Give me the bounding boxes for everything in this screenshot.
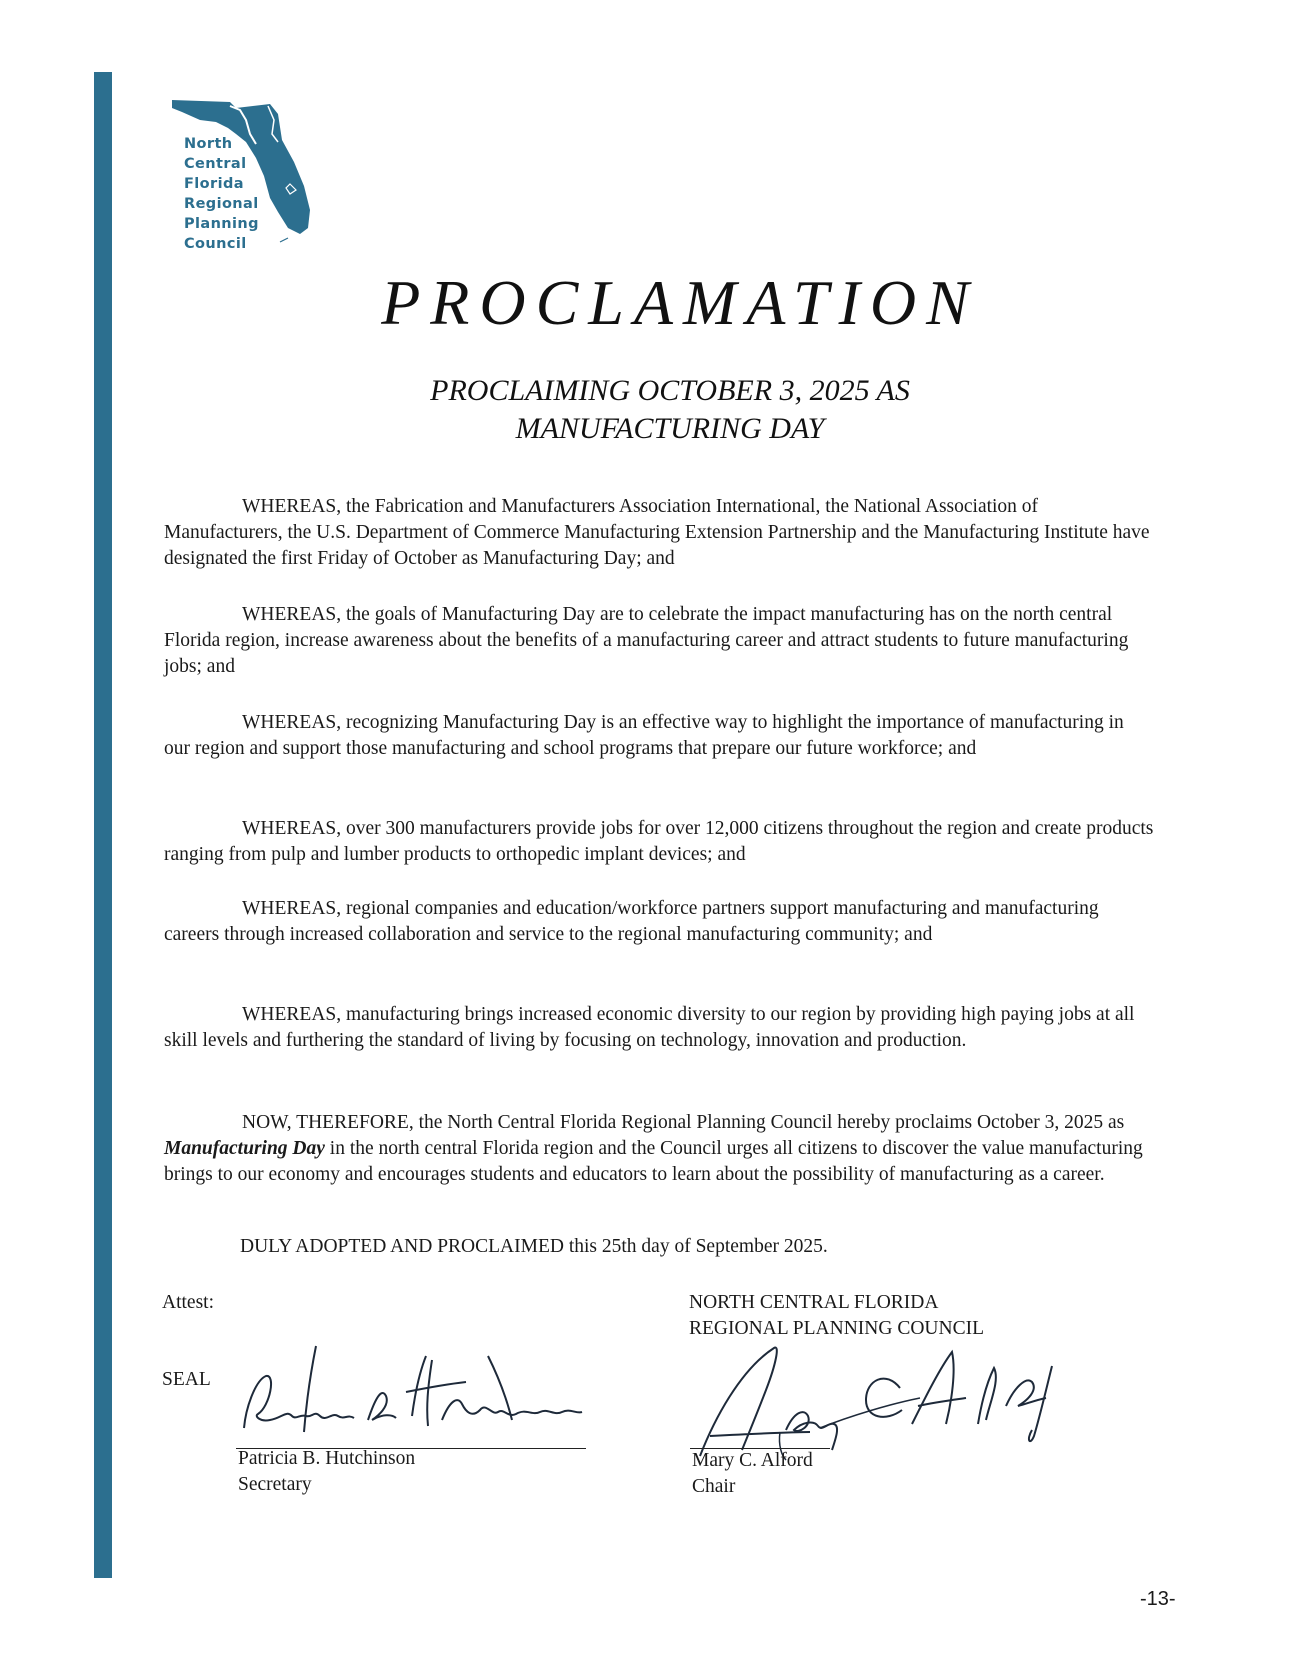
whereas-text: WHEREAS, regional companies and education/workforce partners support manufacturing and manufacturing careers through increased collaboration and service to the regional manufacturing community; and <box>164 898 1099 945</box>
chair-block <box>692 1448 813 1500</box>
subtitle-line: PROCLAIMING OCTOBER 3, 2025 AS <box>430 374 910 407</box>
attest-label: Attest: <box>162 1292 214 1313</box>
resolution-paragraph <box>164 1110 1154 1188</box>
logo-line: Regional <box>184 196 259 212</box>
whereas-paragraph <box>164 494 1154 572</box>
whereas-paragraph <box>164 1002 1154 1054</box>
logo-line: Central <box>184 156 247 172</box>
adoption-statement: DULY ADOPTED AND PROCLAIMED this 25th day of September 2025. <box>240 1236 828 1257</box>
resolution-text-after: in the north central Florida region and the Council urges all citizens to discover the value manufacturing brings to our economy and encourages students and educators to learn about the possibility of manufacturing as a career. <box>164 1138 1143 1185</box>
whereas-text: WHEREAS, manufacturing brings increased economic diversity to our region by providing high paying jobs at all skill levels and furthering the standard of living by focusing on technology, innovation and production. <box>164 1004 1135 1051</box>
logo-line: Florida <box>184 176 244 192</box>
whereas-paragraph <box>164 710 1154 762</box>
whereas-paragraph <box>164 896 1154 948</box>
whereas-text: WHEREAS, the goals of Manufacturing Day are to celebrate the impact manufacturing has on the north central Florida region, increase awareness about the benefits of a manufacturing career and attract students to future manufacturing jobs; and <box>164 604 1129 677</box>
logo-line: Planning <box>184 216 259 232</box>
whereas-text: WHEREAS, recognizing Manufacturing Day is an effective way to highlight the importance of manufacturing in our region and support those manufacturing and school programs that prepare our future workforce; and <box>164 712 1124 759</box>
council-name-line: NORTH CENTRAL FLORIDA <box>689 1292 939 1313</box>
page-title: PROCLAMATION <box>381 267 979 338</box>
resolution-text-before: NOW, THEREFORE, the North Central Florida Regional Planning Council hereby proclaims October 3, 2025 as <box>242 1112 1125 1133</box>
side-accent-bar <box>94 72 112 1578</box>
subtitle-line: MANUFACTURING DAY <box>515 412 825 445</box>
whereas-text: WHEREAS, the Fabrication and Manufacturers Association International, the National Association of Manufacturers, the U.S. Department of Commerce Manufacturing Extension Partnership and the Manufacturing Institute have designated the first Friday of October as Manufacturing Day; and <box>164 496 1150 569</box>
council-logo <box>170 100 340 265</box>
proclamation-subtitle <box>170 372 1170 448</box>
council-name <box>689 1290 984 1342</box>
logo-text <box>184 134 259 254</box>
chair-name: Mary C. Alford <box>692 1450 813 1471</box>
council-name-line: REGIONAL PLANNING COUNCIL <box>689 1318 985 1339</box>
secretary-title: Secretary <box>238 1474 312 1495</box>
page-number: -13- <box>1140 1588 1176 1610</box>
logo-line: North <box>184 136 233 152</box>
resolution-text <box>164 1110 1154 1188</box>
secretary-signature <box>236 1336 616 1456</box>
secretary-name: Patricia B. Hutchinson <box>238 1448 416 1469</box>
whereas-paragraph <box>164 816 1154 868</box>
secretary-block <box>238 1446 415 1498</box>
seal-label: SEAL <box>162 1369 211 1390</box>
logo-line: Council <box>184 236 247 252</box>
whereas-paragraph <box>164 602 1154 680</box>
chair-title: Chair <box>692 1476 736 1497</box>
resolution-emphasis: Manufacturing Day <box>164 1138 325 1159</box>
whereas-text: WHEREAS, over 300 manufacturers provide jobs for over 12,000 citizens throughout the region and create products ranging from pulp and lumber products to orthopedic implant devices; and <box>164 818 1154 865</box>
